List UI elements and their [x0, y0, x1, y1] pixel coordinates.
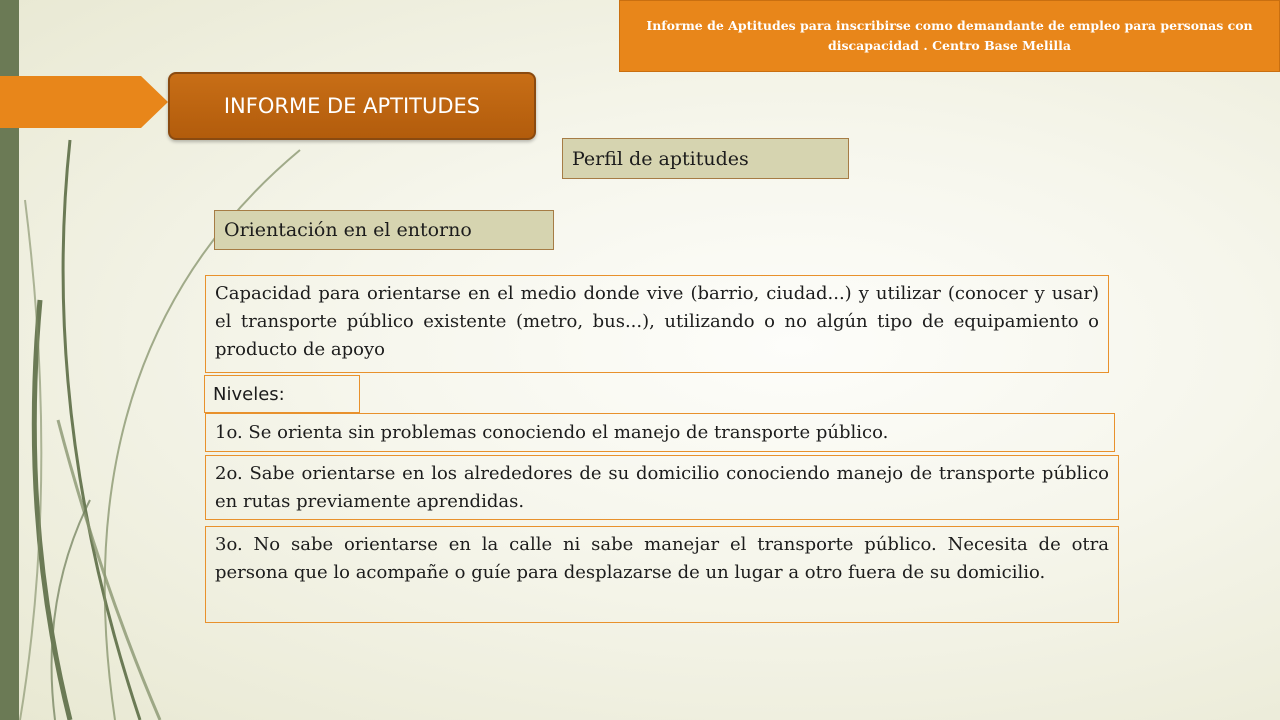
level-3-text: 3o. No sabe orientarse en la calle ni sabe manejar el transporte público. Necesita de otra persona que lo acompañe o guíe para desplazarse de un lugar a otro fuera de su domicilio.: [215, 534, 1109, 583]
header-title: INFORME DE APTITUDES: [223, 94, 481, 118]
level-2-box: [205, 455, 1119, 520]
level-2-text: 2o. Sabe orientarse en los alrededores de su domicilio conociendo manejo de transporte público en rutas previamente aprendidas.: [215, 463, 1109, 512]
top-banner: [619, 0, 1280, 72]
header-title-box: [168, 72, 536, 140]
banner-text: Informe de Aptitudes para inscribirse como demandante de empleo para personas con discapacidad . Centro Base Melilla: [646, 18, 1253, 53]
level-3-box: [205, 526, 1119, 623]
profile-title-box: [562, 138, 849, 179]
section-title-box: [214, 210, 554, 250]
description-text: Capacidad para orientarse en el medio donde vive (barrio, ciudad...) y utilizar (conocer y usar) el transporte público existente (metro, bus...), utilizando o no algún tipo de equipamiento o producto de apoyo: [215, 283, 1099, 360]
arrow-tab: [0, 76, 168, 128]
description-box: [205, 275, 1109, 373]
levels-label-box: [204, 375, 360, 413]
section-title: Orientación en el entorno: [224, 219, 472, 241]
levels-label: Niveles:: [213, 383, 285, 405]
level-1-box: [205, 413, 1115, 452]
level-1-text: 1o. Se orienta sin problemas conociendo el manejo de transporte público.: [215, 422, 889, 443]
profile-title: Perfil de aptitudes: [572, 147, 749, 170]
